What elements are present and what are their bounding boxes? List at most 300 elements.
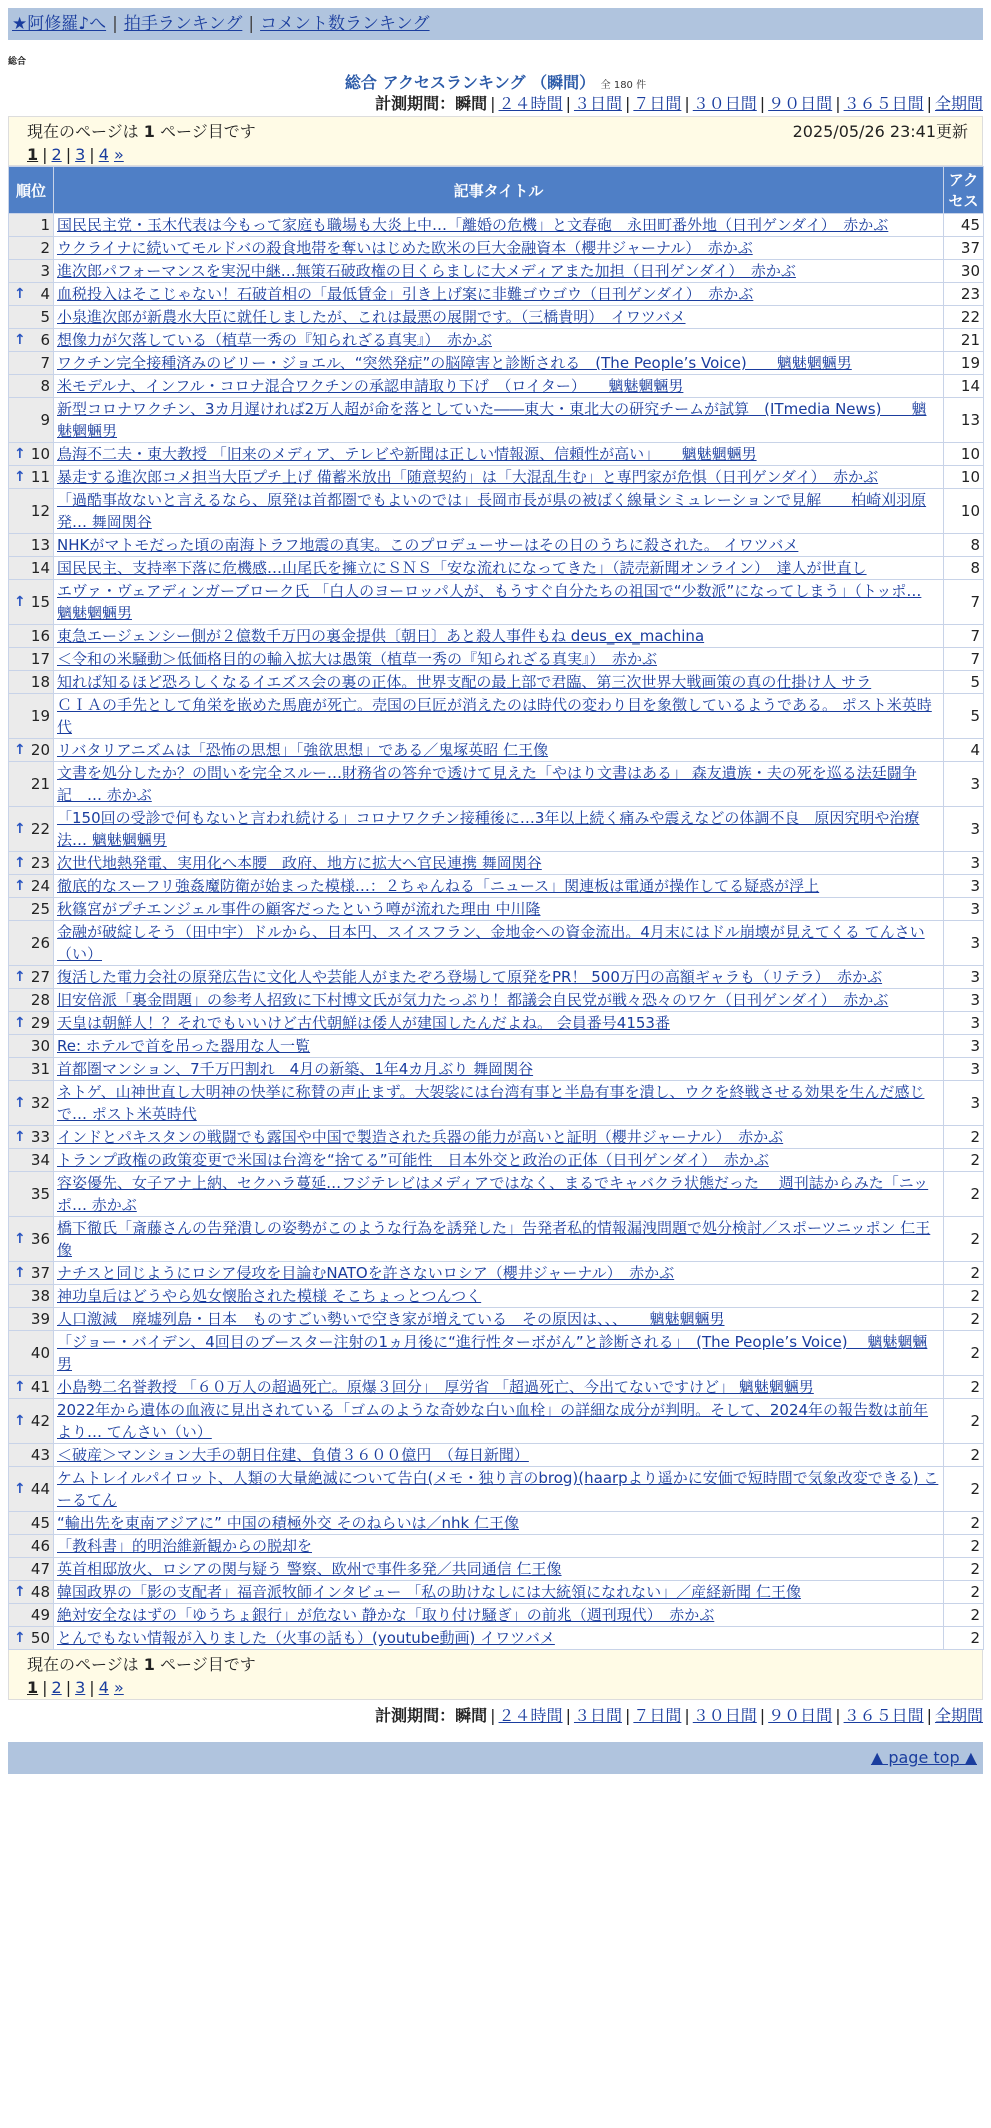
rank-cell (9, 966, 54, 989)
article-link[interactable]: 2022年から遺体の血液に見出されている「ゴムのような奇妙な白い血栓」の詳細な成分が判明。そして、2024年の報告数は前年より… てんさい（い） (57, 1401, 929, 1441)
article-link[interactable]: 暴走する進次郎コメ担当大臣プチ上げ 備蓄米放出「随意契約」は「大混乱生む」と専門家が危惧（日刊ゲンダイ） 赤かぶ (57, 468, 879, 486)
pager-separator: | (42, 145, 48, 164)
access-count: 8 (944, 534, 984, 557)
up-arrow-icon: ↑ (14, 1630, 26, 1646)
title-cell (54, 534, 944, 557)
access-count: 2 (944, 1399, 984, 1444)
article-link[interactable]: 鳥海不二夫・東大教授 「旧来のメディア、テレビや新聞は正しい情報源、信頼性が高い」 魑魅魍魎男 (57, 445, 757, 463)
rank-number: 31 (30, 1060, 50, 1078)
table-row (9, 1376, 984, 1399)
title-cell (54, 1376, 944, 1399)
access-count: 2 (944, 1149, 984, 1172)
pagination-box-bottom (8, 1650, 983, 1700)
rank-cell (9, 1308, 54, 1331)
table-row (9, 534, 984, 557)
pager-separator: | (65, 145, 72, 164)
title-cell (54, 807, 944, 852)
table-row (9, 443, 984, 466)
title-cell (54, 1604, 944, 1627)
period-link[interactable]: ３６５日間 (843, 94, 924, 113)
access-count: 22 (944, 306, 984, 329)
pager-link[interactable]: 2 (51, 145, 62, 164)
up-arrow-icon: ↑ (14, 1413, 26, 1429)
article-link[interactable]: 東急エージェンシー側が２億数千万円の裏金提供〔朝日〕あと殺人事件もね deus_ex_machina (57, 627, 705, 645)
rank-number: 27 (30, 968, 50, 986)
nav-separator: | (248, 14, 255, 34)
article-link[interactable]: 進次郎パフォーマンスを実況中継…無策石破政権の目くらましに大メディアまた加担（日刊ゲンダイ） 赤かぶ (57, 262, 796, 280)
rank-cell (9, 921, 54, 966)
access-count: 10 (944, 466, 984, 489)
rank-cell (9, 1012, 54, 1035)
rank-cell (9, 329, 54, 352)
access-count: 3 (944, 921, 984, 966)
period-separator: | (565, 94, 571, 113)
table-row (9, 1035, 984, 1058)
article-link[interactable]: 次世代地熱発電、実用化へ本腰 政府、地方に拡大へ官民連携 舞岡関谷 (57, 854, 542, 872)
rank-cell (9, 214, 54, 237)
rank-number: 33 (30, 1128, 50, 1146)
access-count: 2 (944, 1512, 984, 1535)
period-link[interactable]: ３０日間 (692, 94, 757, 113)
access-count: 30 (944, 260, 984, 283)
table-row (9, 375, 984, 398)
up-arrow-icon: ↑ (14, 1265, 26, 1281)
table-row (9, 807, 984, 852)
rank-cell (9, 557, 54, 580)
article-link[interactable]: 神功皇后はどうやら処女懐胎された模様 そこちょっとつんつく (57, 1287, 482, 1305)
title-cell (54, 352, 944, 375)
rank-number: 10 (30, 445, 50, 463)
article-link[interactable]: ナチスと同じようにロシア侵攻を目論むNATOを許さないロシア（櫻井ジャーナル） 赤かぶ (57, 1264, 675, 1282)
access-count: 5 (944, 694, 984, 739)
article-link[interactable]: 「過酷事故ないと言えるなら、原発は首都圏でもよいのでは」長岡市長が県の被ばく線量シミュレーションで見解 柏崎刈羽原発… 舞岡関谷 (57, 491, 927, 531)
article-link[interactable]: 国民民主党・玉木代表は今もって家庭も職場も大炎上中…「離婚の危機」と文春砲 永田町番外地（日刊ゲンダイ） 赤かぶ (57, 216, 889, 234)
up-arrow-icon: ↑ (14, 469, 26, 485)
table-row (9, 260, 984, 283)
title-cell (54, 1262, 944, 1285)
article-link[interactable]: エヴァ・ヴェアディンガーブローク氏 「白人のヨーロッパ人が、もうすぐ自分たちの祖国で“少数派”になってしまう」（トッポ… 魑魅魍魎男 (57, 582, 922, 622)
table-row (9, 214, 984, 237)
rank-number: 18 (30, 673, 50, 691)
article-link[interactable]: とんでもない情報が入りました（火事の話も）(youtube動画) イワツバメ (57, 1629, 555, 1647)
table-row (9, 762, 984, 807)
rank-number: 44 (30, 1480, 50, 1498)
title-cell (54, 1467, 944, 1512)
rank-cell (9, 1558, 54, 1581)
up-arrow-icon: ↑ (14, 286, 26, 302)
table-row (9, 898, 984, 921)
rank-cell (9, 1444, 54, 1467)
article-link[interactable]: ＜令和の米騒動＞低価格目的の輸入拡大は愚策（植草一秀の『知られざる真実』） 赤かぶ (57, 650, 658, 668)
access-count: 3 (944, 1035, 984, 1058)
article-link[interactable]: 血税投入はそこじゃない！石破首相の「最低賃金」引き上げ案に非難ゴウゴウ（日刊ゲンダイ） 赤かぶ (57, 285, 754, 303)
rank-cell (9, 807, 54, 852)
article-link[interactable]: ワクチン完全接種済みのビリー・ジョエル、“突然発症”の脳障害と診断される (The People’s Voice) 魑魅魍魎男 (57, 354, 852, 372)
rank-cell (9, 1035, 54, 1058)
title-cell (54, 557, 944, 580)
pager-link[interactable]: 4 (98, 1678, 109, 1697)
table-row (9, 852, 984, 875)
rank-cell (9, 260, 54, 283)
article-link[interactable]: 天皇は朝鮮人！？それでもいいけど古代朝鮮は倭人が建国したんだよね。 会員番号4153番 (57, 1014, 670, 1032)
rank-cell (9, 1172, 54, 1217)
access-count: 2 (944, 1331, 984, 1376)
article-link[interactable]: ＣＩＡの手先として角栄を嵌めた馬鹿が死亡。売国の巨匠が消えたのは時代の変わり目を象徴しているようである。 ポスト米英時代 (57, 696, 932, 736)
article-link[interactable]: 金融が破綻しそう（田中宇）ドルから、日本円、スイスフラン、金地金への資金流出。4月末にはドル崩壊が見えてくる てんさい（い） (57, 923, 925, 963)
period-current: 瞬間 (455, 94, 488, 113)
updated-time: 2025/05/26 23:41更新 (792, 122, 968, 141)
period-link[interactable]: 全期間 (934, 1706, 983, 1725)
pager-next[interactable]: » (113, 1678, 124, 1697)
article-link[interactable]: インドとパキスタンの戦闘でも露国や中国で製造された兵器の能力が高いと証明（櫻井ジャーナル） 赤かぶ (57, 1128, 784, 1146)
title-cell (54, 1512, 944, 1535)
table-row (9, 1308, 984, 1331)
title-cell (54, 466, 944, 489)
period-separator: | (624, 1706, 631, 1725)
access-count: 4 (944, 739, 984, 762)
rank-cell (9, 443, 54, 466)
rank-cell (9, 1512, 54, 1535)
up-arrow-icon: ↑ (14, 969, 26, 985)
rank-cell (9, 375, 54, 398)
rank-cell (9, 739, 54, 762)
access-count: 2 (944, 1285, 984, 1308)
rank-number: 19 (30, 707, 50, 725)
title-cell (54, 625, 944, 648)
period-link[interactable]: ７日間 (633, 94, 682, 113)
title-cell (54, 1058, 944, 1081)
rank-number: 16 (30, 627, 50, 645)
article-link[interactable]: 容姿優先、女子アナ上納、セクハラ蔓延…フジテレビはメディアではなく、まるでキャバクラ状態だった 週刊誌からみた「ニッポ… 赤かぶ (57, 1174, 929, 1214)
rank-cell (9, 466, 54, 489)
top-nav (8, 8, 983, 40)
rank-number: 23 (30, 854, 50, 872)
article-link[interactable]: 想像力が欠落している（植草一秀の『知られざる真実』） 赤かぶ (57, 331, 493, 349)
rank-cell (9, 1285, 54, 1308)
period-separator: | (759, 1706, 766, 1725)
title-cell (54, 1285, 944, 1308)
rank-number: 41 (30, 1378, 50, 1396)
article-link[interactable]: 人口激減 廃墟列島・日本 ものすごい勢いで空き家が増えている その原因は、、、 魑魅魍魎男 (57, 1310, 725, 1328)
period-selector (8, 92, 983, 116)
period-link[interactable]: ２４時間 (498, 94, 563, 113)
access-count: 23 (944, 283, 984, 306)
table-row (9, 237, 984, 260)
title-cell (54, 1399, 944, 1444)
article-link[interactable]: ネトゲ、山神世直し大明神の快挙に称賛の声止まず。大袈裟には台湾有事と半島有事を潰し、ウクを終戦させる効果を生んだ感じで… ポスト米英時代 (57, 1083, 925, 1123)
rank-number: 42 (30, 1412, 50, 1430)
article-link[interactable]: トランプ政権の政策変更で米国は台湾を“捨てる”可能性 日本外交と政治の正体（日刊ゲンダイ） 赤かぶ (57, 1151, 769, 1169)
up-arrow-icon: ↑ (14, 855, 26, 871)
article-link[interactable]: 復活した電力会社の原発広告に文化人や芸能人がまたぞろ登場して原発をPR！ 500万円の高額ギャラも（リテラ） 赤かぶ (57, 968, 883, 986)
title-cell (54, 260, 944, 283)
rank-cell (9, 989, 54, 1012)
rank-number: 26 (30, 934, 50, 952)
article-link[interactable]: リバタリアニズムは「恐怖の思想」「強欲思想」である／鬼塚英昭 仁王像 (57, 741, 549, 759)
table-row (9, 1558, 984, 1581)
table-row (9, 694, 984, 739)
up-arrow-icon: ↑ (14, 821, 26, 837)
up-arrow-icon: ↑ (14, 1095, 26, 1111)
up-arrow-icon: ↑ (14, 594, 26, 610)
access-count: 2 (944, 1604, 984, 1627)
rank-number: 3 (40, 262, 50, 280)
table-row (9, 1444, 984, 1467)
rank-number: 37 (30, 1264, 50, 1282)
period-link[interactable]: ２４時間 (498, 1706, 563, 1725)
table-row (9, 398, 984, 443)
article-link[interactable]: 絶対安全なはずの「ゆうちょ銀行」が危ない 静かな「取り付け騒ぎ」の前兆（週刊現代） 赤かぶ (57, 1606, 715, 1624)
access-count: 13 (944, 398, 984, 443)
article-link[interactable]: 米モデルナ、インフル・コロナ混合ワクチンの承認申請取り下げ （ロイター） 魑魅魍魎男 (57, 377, 684, 395)
rank-cell (9, 1331, 54, 1376)
access-count: 37 (944, 237, 984, 260)
rank-cell (9, 1149, 54, 1172)
rank-cell (9, 489, 54, 534)
title-cell (54, 648, 944, 671)
table-row (9, 1126, 984, 1149)
title-cell (54, 306, 944, 329)
table-row (9, 1172, 984, 1217)
page-top-link[interactable]: ▲ page top ▲ (870, 1748, 977, 1767)
article-link[interactable]: 徹底的なスーフリ強姦魔防衛が始まった模様…：２ちゃんねる「ニュース」関連板は電通が操作してる疑惑が浮上 (57, 877, 820, 895)
article-link[interactable]: 新型コロナワクチン、3カ月遅ければ2万人超が命を落としていた――東大・東北大の研究チームが試算 (ITmedia News) 魑魅魍魎男 (57, 400, 927, 440)
period-separator: | (684, 94, 690, 113)
article-link[interactable]: 文書を処分したか？の問いを完全スルー…財務省の答弁で透けて見えた「やはり文書はある」 森友遺族・夫の死を巡る法廷闘争記 … 赤かぶ (57, 764, 917, 804)
title-cell (54, 1558, 944, 1581)
period-current: 瞬間 (455, 1706, 488, 1725)
article-link[interactable]: 「150回の受診で何もないと言われ続ける」コロナワクチン接種後に…3年以上続く痛みや震えなどの体調不良 原因究明や治療法… 魑魅魍魎男 (57, 809, 920, 849)
rank-number: 20 (30, 741, 50, 759)
title-cell (54, 1308, 944, 1331)
up-arrow-icon: ↑ (14, 446, 26, 462)
title-cell (54, 1217, 944, 1262)
table-row (9, 671, 984, 694)
article-link[interactable]: 韓国政界の「影の支配者」福音派牧師インタビュー 「私の助けなしには大統領になれない」／産経新聞 仁王像 (57, 1583, 801, 1601)
table-row (9, 1081, 984, 1126)
article-link[interactable]: “輸出先を東南アジアに” 中国の積極外交 そのねらいは／nhk 仁王像 (57, 1514, 519, 1532)
period-link[interactable]: ３日間 (573, 94, 622, 113)
access-count: 3 (944, 898, 984, 921)
rank-cell (9, 580, 54, 625)
total-count: 全 180 件 (600, 80, 647, 91)
period-link[interactable]: ３日間 (573, 1706, 622, 1725)
article-link[interactable]: 橋下徹氏「斎藤さんの告発潰しの姿勢がこのような行為を誘発した」告発者私的情報漏洩問題で処分検討／スポーツニッポン 仁王像 (57, 1219, 931, 1259)
rank-number: 22 (30, 820, 50, 838)
rank-number: 29 (30, 1014, 50, 1032)
access-count: 2 (944, 1172, 984, 1217)
period-separator: | (926, 1706, 932, 1725)
rank-cell (9, 1081, 54, 1126)
pager-link[interactable]: 3 (75, 145, 86, 164)
table-row (9, 557, 984, 580)
rank-number: 28 (30, 991, 50, 1009)
access-count: 7 (944, 625, 984, 648)
access-count: 2 (944, 1262, 984, 1285)
article-link[interactable]: ケムトレイルパイロット、人類の大量絶滅について告白(メモ・独り言のbrog)(haarpより遥かに安価で短時間で気象改変できる) こーるてん (57, 1469, 939, 1509)
access-count: 3 (944, 1058, 984, 1081)
period-link[interactable]: ３６５日間 (843, 1706, 924, 1725)
access-count: 3 (944, 1081, 984, 1126)
rank-number: 7 (40, 354, 50, 372)
up-arrow-icon: ↑ (14, 878, 26, 894)
title-cell (54, 1535, 944, 1558)
rank-cell (9, 1535, 54, 1558)
article-link[interactable]: 小島勢二名誉教授 「６０万人の超過死亡。原爆３回分」 厚労省 「超過死亡、今出てないですけど」 魑魅魍魎男 (57, 1378, 814, 1396)
rank-cell (9, 1399, 54, 1444)
rank-cell (9, 283, 54, 306)
table-row (9, 1399, 984, 1444)
rank-cell (9, 898, 54, 921)
rank-number: 14 (30, 559, 50, 577)
period-separator: | (490, 94, 496, 113)
article-link[interactable]: 小泉進次郎が新農水大臣に就任しましたが、これは最悪の展開です。（三橋貴明） イワツバメ (57, 308, 686, 326)
period-link[interactable]: ７日間 (633, 1706, 682, 1725)
home-link[interactable]: ★阿修羅♪へ (12, 14, 107, 34)
article-link[interactable]: 英首相邸放火、ロシアの関与疑う 警察、欧州で事件多発／共同通信 仁王像 (57, 1560, 562, 1578)
table-row (9, 1627, 984, 1650)
pager-link[interactable]: 3 (75, 1678, 86, 1697)
rank-number: 36 (30, 1230, 50, 1248)
rank-cell (9, 534, 54, 557)
pager-next[interactable]: » (113, 145, 124, 164)
period-link[interactable]: ３０日間 (692, 1706, 757, 1725)
rank-cell (9, 1604, 54, 1627)
access-count: 2 (944, 1376, 984, 1399)
rank-number: 43 (30, 1446, 50, 1464)
title-cell (54, 966, 944, 989)
access-count: 2 (944, 1627, 984, 1650)
period-link[interactable]: ９０日間 (768, 94, 833, 113)
pager-current: 1 (27, 145, 39, 164)
pager-link[interactable]: 2 (51, 1678, 62, 1697)
pagination-box (8, 116, 983, 166)
access-count: 3 (944, 852, 984, 875)
access-count: 2 (944, 1535, 984, 1558)
pager-separator: | (89, 145, 95, 164)
rank-cell (9, 1058, 54, 1081)
rank-cell (9, 352, 54, 375)
rank-number: 15 (30, 593, 50, 611)
title-cell (54, 852, 944, 875)
ranking-table (8, 166, 984, 1650)
pager-separator: | (42, 1678, 48, 1697)
pager-separator: | (89, 1678, 95, 1697)
rank-cell (9, 1217, 54, 1262)
title-cell (54, 898, 944, 921)
article-link[interactable]: 国民民主、支持率下落に危機感…山尾氏を擁立にＳＮＳ「安な流れになってきた」（読売新聞オンライン） 達人が世直し (57, 559, 867, 577)
table-row (9, 1581, 984, 1604)
rank-cell (9, 1467, 54, 1512)
section-label: 総合 (8, 57, 27, 67)
rank-number: 2 (40, 239, 50, 257)
title-cell (54, 375, 944, 398)
article-link[interactable]: 「ジョー・バイデン、4回目のブースター注射の1ヵ月後に“進行性ターボがん”と診断される」 (The People’s Voice) 魑魅魍魎男 (57, 1333, 928, 1373)
access-count: 2 (944, 1308, 984, 1331)
rank-cell (9, 671, 54, 694)
article-link[interactable]: NHKがマトモだった頃の南海トラフ地震の真実。このプロデューサーはその日のうちに殺された。 イワツバメ (57, 536, 799, 554)
article-link[interactable]: ウクライナに続いてモルドバの殺食地帯を奪いはじめた欧米の巨大金融資本（櫻井ジャーナル） 赤かぶ (57, 239, 753, 257)
table-row (9, 283, 984, 306)
nav-separator: | (112, 14, 118, 34)
up-arrow-icon: ↑ (14, 1379, 26, 1395)
rank-cell (9, 1581, 54, 1604)
access-count: 7 (944, 648, 984, 671)
comment-ranking-link[interactable]: コメント数ランキング (260, 14, 430, 34)
table-row (9, 1467, 984, 1512)
table-row (9, 1285, 984, 1308)
title-cell (54, 1126, 944, 1149)
title-cell (54, 1172, 944, 1217)
rank-cell (9, 398, 54, 443)
article-link[interactable]: Re: ホテルで首を吊った器用な人一覧 (57, 1037, 311, 1055)
access-count: 21 (944, 329, 984, 352)
title-cell (54, 1081, 944, 1126)
access-count: 8 (944, 557, 984, 580)
article-link[interactable]: 旧安倍派「裏金問題」の参考人招致に下村博文氏が気力たっぷり！都議会自民党が戦々恐々のワケ（日刊ゲンダイ） 赤かぶ (57, 991, 889, 1009)
title-cell (54, 489, 944, 534)
table-row (9, 1512, 984, 1535)
table-row (9, 1604, 984, 1627)
title-cell (54, 739, 944, 762)
rank-number: 12 (30, 502, 50, 520)
period-selector-bottom (8, 1704, 983, 1728)
title-cell (54, 398, 944, 443)
title-cell (54, 580, 944, 625)
table-row (9, 875, 984, 898)
article-link[interactable]: 秋篠宮がプチエンジェル事件の顧客だったという噂が流れた理由 中川隆 (57, 900, 541, 918)
table-row (9, 739, 984, 762)
rank-cell (9, 648, 54, 671)
rank-cell (9, 1627, 54, 1650)
up-arrow-icon: ↑ (14, 1481, 26, 1497)
access-count: 14 (944, 375, 984, 398)
rank-number: 24 (30, 877, 50, 895)
table-row (9, 625, 984, 648)
table-row (9, 1331, 984, 1376)
period-separator: | (835, 1706, 841, 1725)
period-link[interactable]: ９０日間 (768, 1706, 833, 1725)
article-link[interactable]: 首都圏マンション、7千万円割れ 4月の新築、1年4カ月ぶり 舞岡関谷 (57, 1060, 534, 1078)
clap-ranking-link[interactable]: 拍手ランキング (123, 14, 243, 34)
up-arrow-icon: ↑ (14, 1129, 26, 1145)
rank-number: 39 (30, 1310, 50, 1328)
title-cell (54, 1444, 944, 1467)
rank-number: 40 (30, 1344, 50, 1362)
rank-number: 1 (40, 216, 50, 234)
article-link[interactable]: 「教科書」的明治維新観からの脱却を (57, 1537, 313, 1555)
col-title: 記事タイトル (54, 167, 944, 214)
access-count: 19 (944, 352, 984, 375)
footer-bar (8, 1742, 983, 1774)
rank-number: 17 (30, 650, 50, 668)
table-row (9, 1149, 984, 1172)
period-link[interactable]: 全期間 (934, 94, 983, 113)
pager-separator: | (65, 1678, 72, 1697)
article-link[interactable]: ＜破産＞マンション大手の朝日住建、負債３６００億円 （毎日新聞） (57, 1446, 529, 1464)
table-row (9, 1262, 984, 1285)
title-cell (54, 443, 944, 466)
title-cell (54, 671, 944, 694)
title-cell (54, 921, 944, 966)
rank-number: 6 (40, 331, 50, 349)
rank-number: 8 (40, 377, 50, 395)
article-link[interactable]: 知れば知るほど恐ろしくなるイエズス会の裏の正体。世界支配の最上部で君臨、第三次世界大戦画策の真の仕掛け人 サラ (57, 673, 872, 691)
up-arrow-icon: ↑ (14, 1231, 26, 1247)
pager-link[interactable]: 4 (98, 145, 109, 164)
period-separator: | (565, 1706, 571, 1725)
rank-number: 11 (30, 468, 50, 486)
